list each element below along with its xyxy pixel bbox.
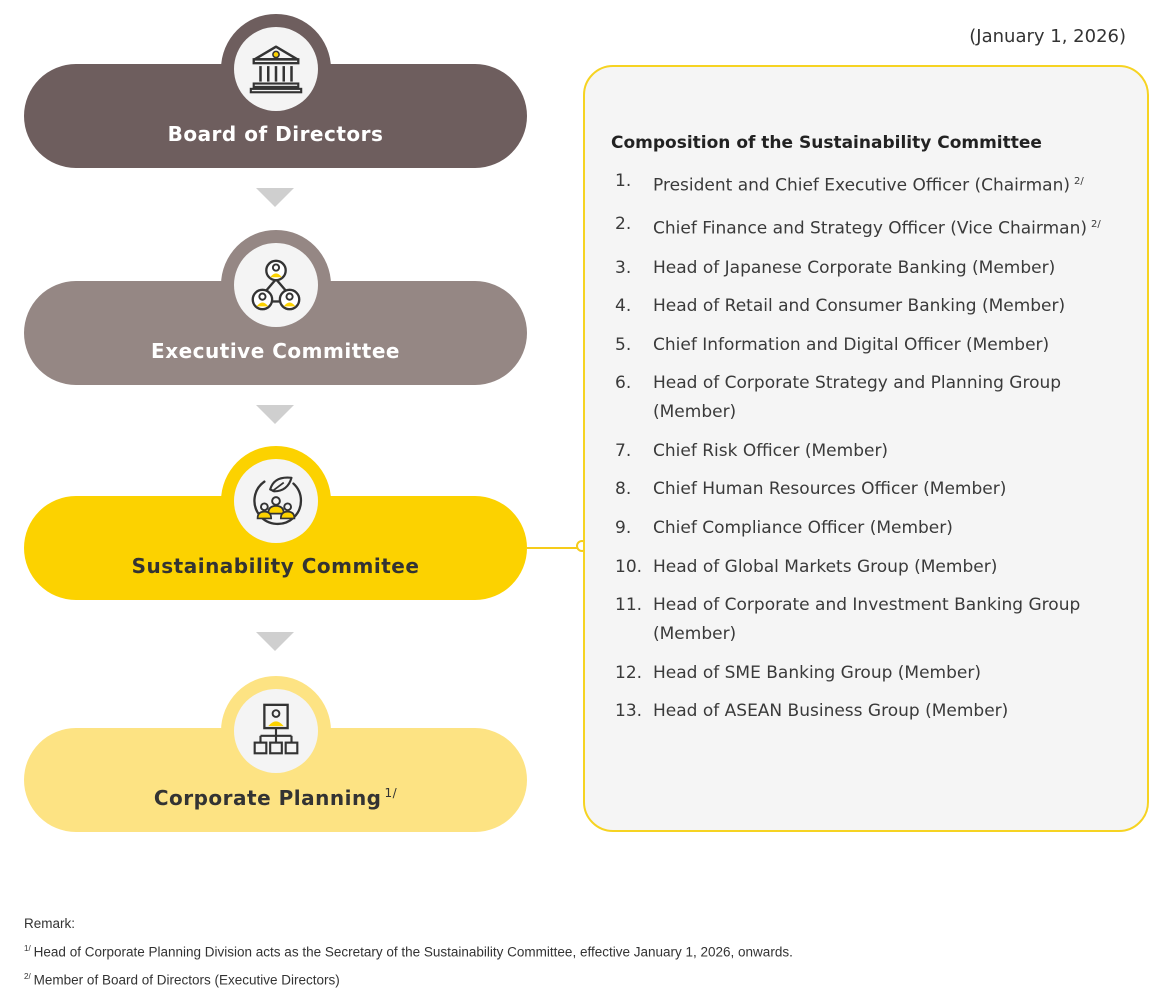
org-chart-icon [245, 700, 307, 762]
as-of-date: (January 1, 2026) [969, 26, 1126, 47]
list-item: 12. Head of SME Banking Group (Member) [615, 662, 981, 683]
tier-label: Corporate Planning $^{1/}$ [153, 786, 398, 810]
sustainability-icon-disc [234, 459, 318, 543]
remarks-title: Remark: [24, 916, 76, 931]
leaf-team-icon [245, 470, 307, 532]
list-item: 4. Head of Retail and Consumer Banking (Member) [615, 296, 1066, 317]
list-item: 5. Chief Information and Digital Officer (Member) [615, 334, 1050, 355]
list-item: 3. Head of Japanese Corporate Banking (Member) [615, 257, 1056, 278]
executive-icon-disc [234, 243, 318, 327]
composition-panel [583, 65, 1149, 832]
remarks [24, 912, 793, 993]
bank-building-icon [245, 38, 307, 100]
list-item: 6. Head of Corporate Strategy and Planning Group (Member) [615, 373, 1062, 423]
list-item: 10. Head of Global Markets Group (Member) [615, 556, 998, 577]
people-network-icon [245, 254, 307, 316]
composition-title: Composition of the Sustainability Committee [611, 133, 1042, 153]
list-item: 11. Head of Corporate and Investment Banking Group (Member) [615, 595, 1081, 645]
remark-note-2: $^{2/}$ Member of Board of Directors (Executive Directors) [24, 971, 340, 987]
list-item: 8. Chief Human Resources Officer (Member) [615, 479, 1007, 500]
arrow-down-1 [256, 188, 294, 207]
footnote-mark: 1/ [384, 786, 398, 801]
member-list [611, 167, 1121, 726]
corporate-planning-icon-disc [234, 689, 318, 773]
footnote-mark: 2/ [1090, 219, 1101, 231]
list-item: 9. Chief Compliance Officer (Member) [615, 518, 953, 539]
remark-note-1: $^{1/}$ Head of Corporate Planning Division acts as the Secretary of the Sustainability Committee, effective January 1, 2026, onwards. [24, 943, 793, 959]
tier-label: Executive Committee [151, 339, 400, 363]
tier-label: Board of Directors [167, 122, 384, 146]
list-item: 13. Head of ASEAN Business Group (Member) [615, 701, 1009, 722]
arrow-down-3 [256, 632, 294, 651]
board-icon-disc [234, 27, 318, 111]
list-item: 7. Chief Risk Officer (Member) [615, 440, 889, 461]
list-item: 2. Chief Finance and Strategy Officer (Vice Chairman) $^{2/}$ [615, 214, 1101, 239]
footnote-mark: 2/ [1073, 176, 1084, 187]
arrow-down-2 [256, 405, 294, 424]
list-item: 1. President and Chief Executive Officer (Chairman) $^{2/}$ [615, 171, 1084, 196]
tier-label: Sustainability Commitee [131, 554, 420, 578]
connector-line [527, 547, 583, 549]
